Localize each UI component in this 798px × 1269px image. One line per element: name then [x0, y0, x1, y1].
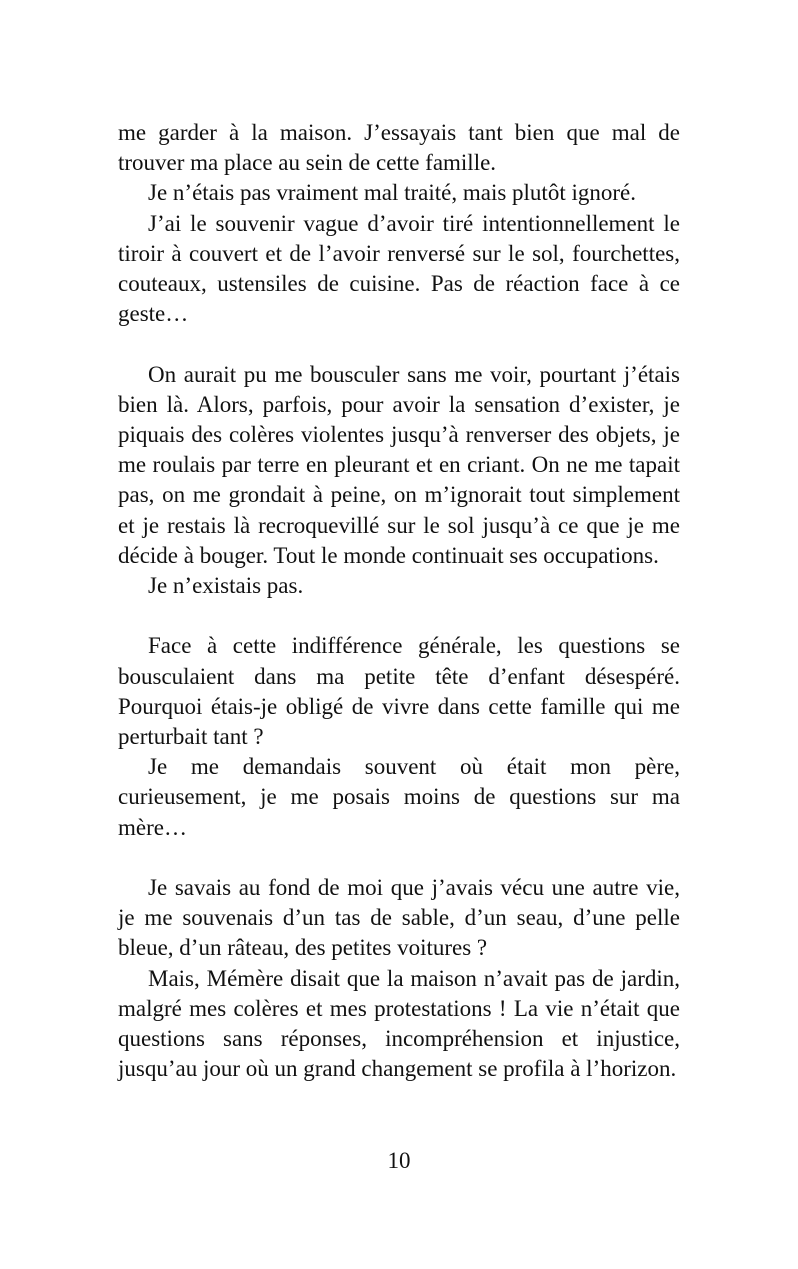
paragraph: Face à cette indifférence générale, les questions se bousculaient dans ma petite tête d’enfant désespéré. Pourquoi étais-je obligé de vivre dans cette famille qui me perturbait tant ?: [118, 633, 680, 750]
paragraph: J’ai le souvenir vague d’avoir tiré intentionnellement le tiroir à couvert et de l’avoir renversé sur le sol, fourchettes, couteaux, ustensiles de cuisine. Pas de réaction face à ce geste…: [118, 210, 680, 327]
paragraph: Je n’étais pas vraiment mal traité, mais plutôt ignoré.: [148, 180, 636, 206]
paragraph: Je n’existais pas.: [148, 573, 304, 599]
paragraph: Je savais au fond de moi que j’avais vécu une autre vie, je me souvenais d’un tas de sable, d’un seau, d’une pelle bleue, d’un râteau, des petites voitures ?: [118, 875, 680, 961]
page-body-text: [118, 118, 680, 1084]
paragraph: Je me demandais souvent où était mon père, curieusement, je me posais moins de questions sur ma mère…: [118, 754, 680, 840]
paragraph: On aurait pu me bousculer sans me voir, pourtant j’étais bien là. Alors, parfois, pour avoir la sensation d’exister, je piquais des colères violentes jusqu’à renverser des objets, je me roulais par terre en pleurant et en criant. On ne me tapait pas, on me grondait à peine, on m’ignorait tout simplement et je restais là recroquevillé sur le sol jusqu’à ce que je me décide à bouger. Tout le monde continuait ses occupations.: [118, 361, 680, 568]
paragraph-gap: [118, 329, 680, 359]
page-number: 10: [387, 1148, 411, 1173]
paragraph-gap: [118, 843, 680, 873]
paragraph-continuation: me garder à la maison. J’essayais tant bien que mal de trouver ma place au sein de cette famille.: [118, 120, 680, 176]
paragraph-gap: [118, 601, 680, 631]
paragraph: Mais, Mémère disait que la maison n’avait pas de jardin, malgré mes colères et mes protestations ! La vie n’était que questions sans réponses, incompréhension et injustice, jusqu’au jour où un grand changement se profila à l’horizon.: [118, 965, 680, 1082]
